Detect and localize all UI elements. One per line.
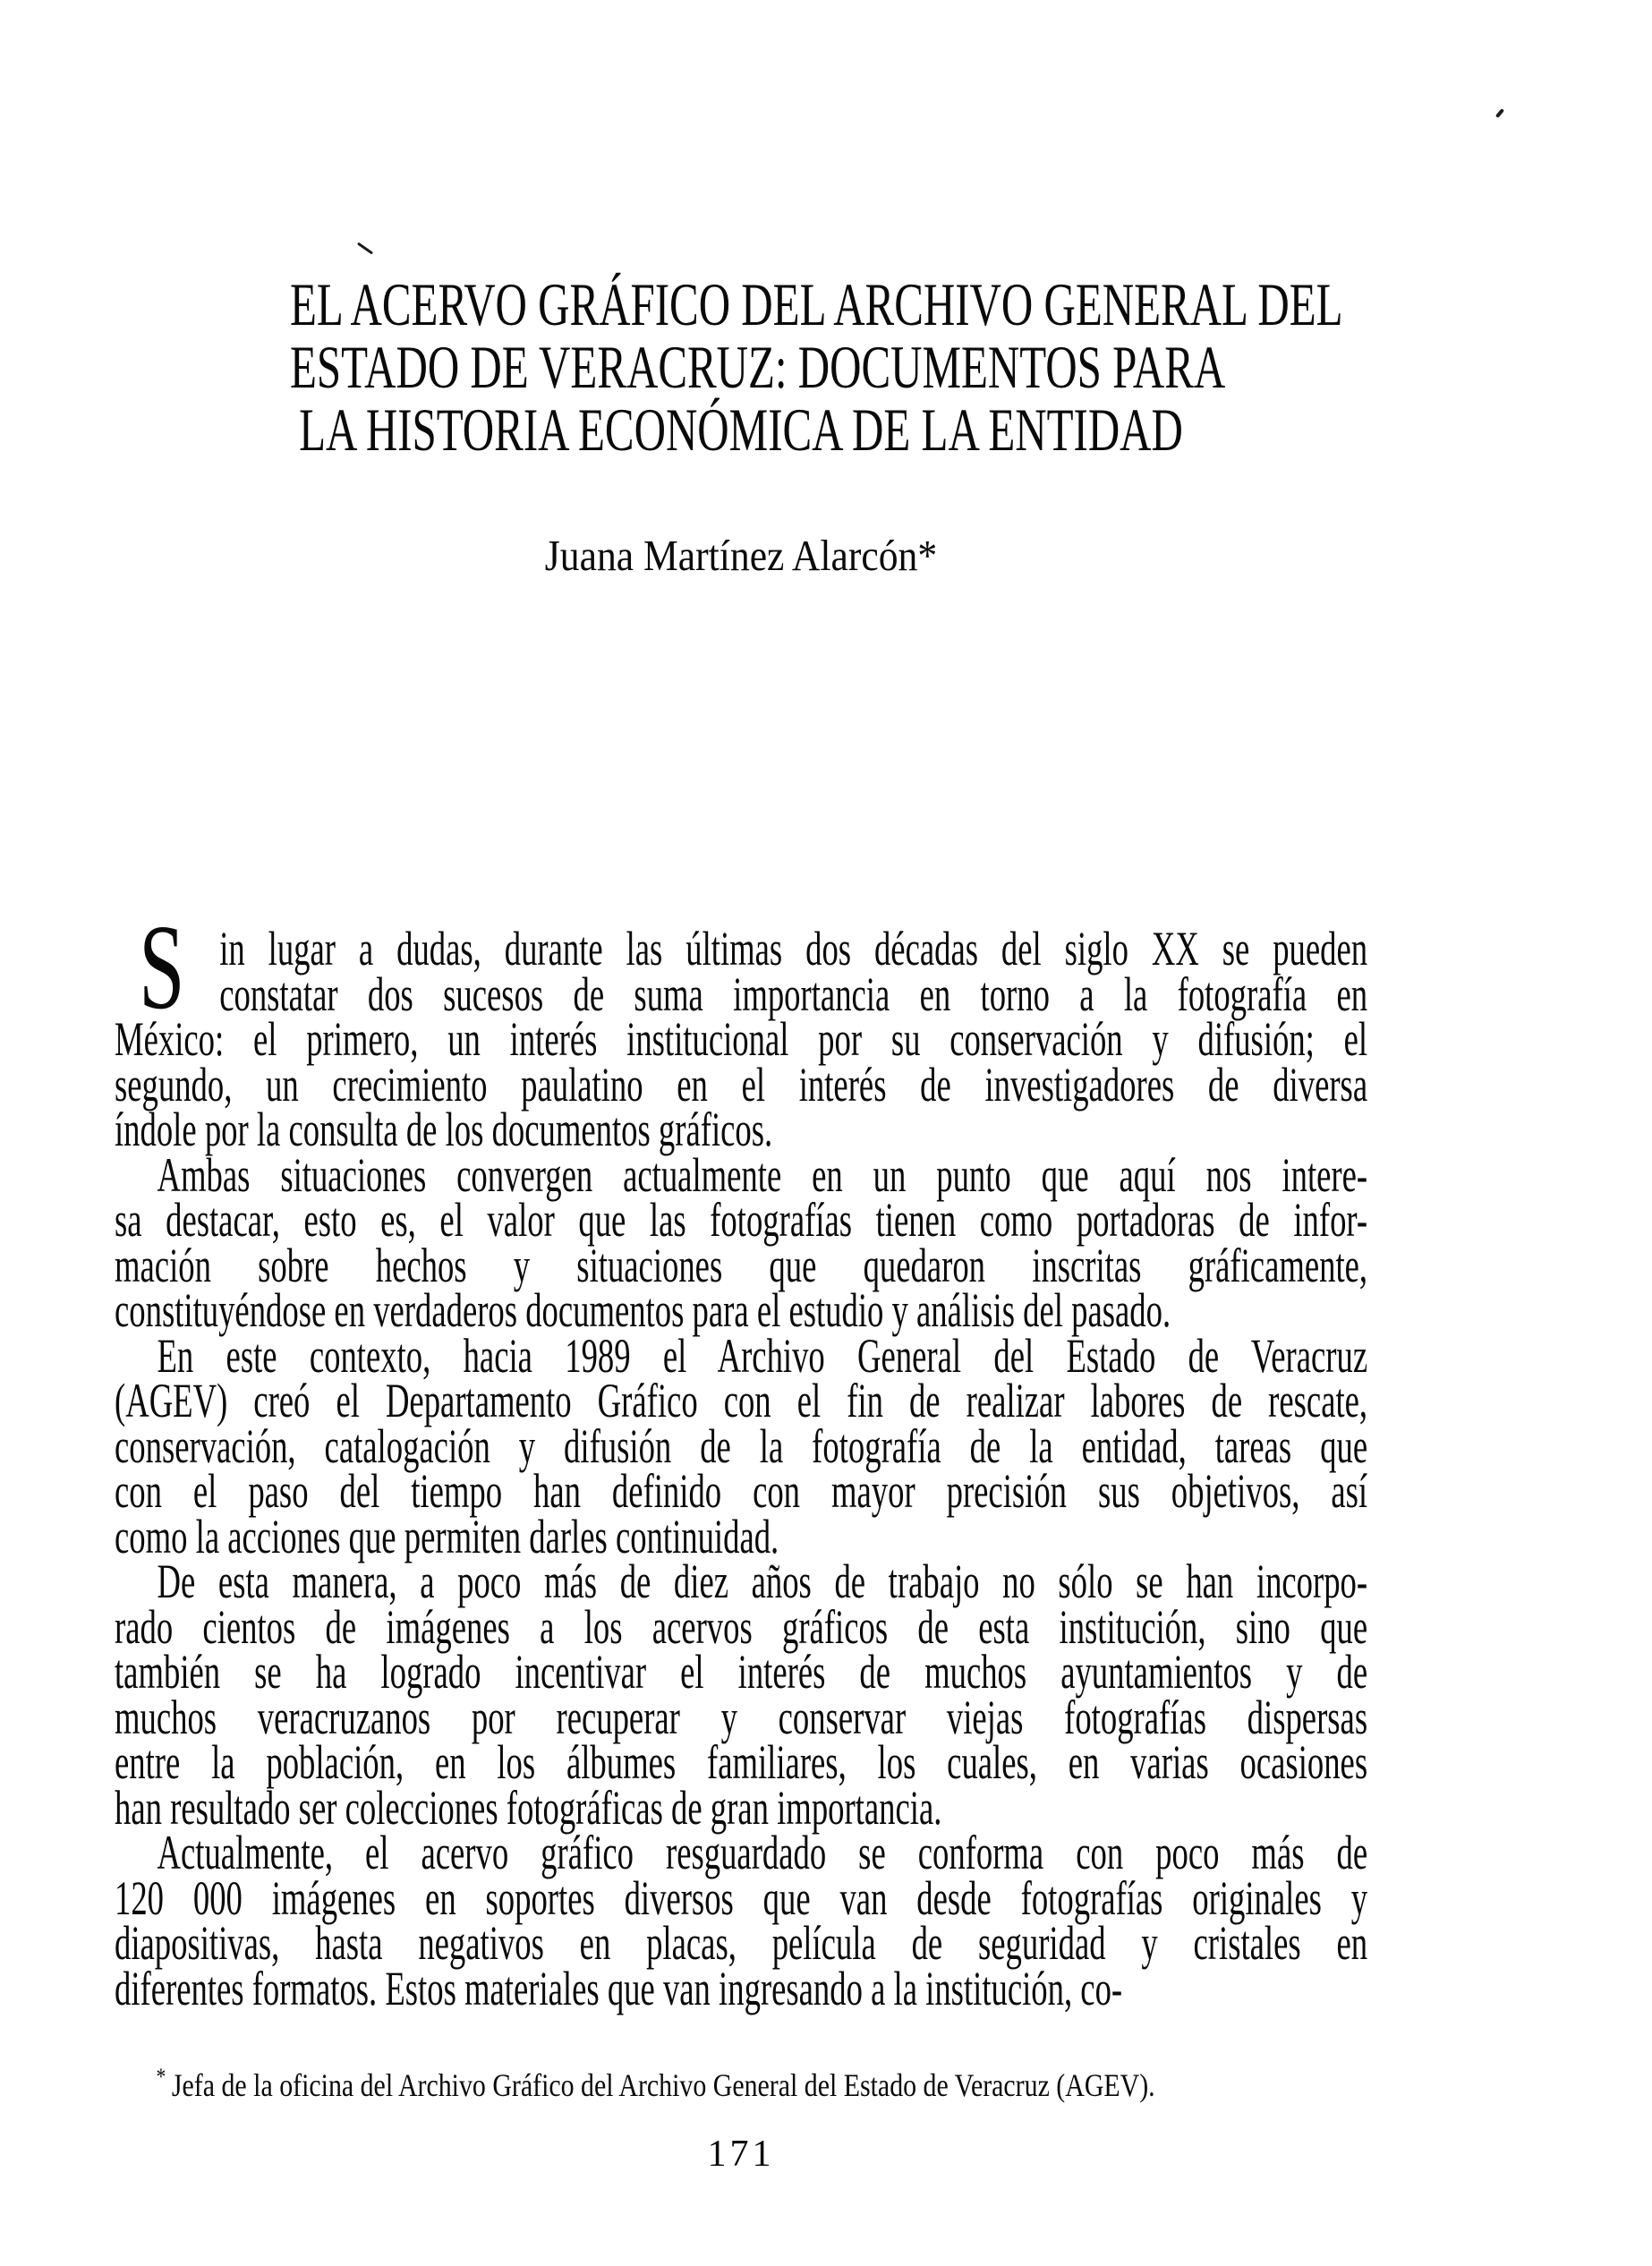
drop-cap: S xyxy=(139,900,185,1035)
text-line: mación sobre hechos y situaciones que quedaron inscritas gráficamente, xyxy=(115,1238,1368,1292)
paragraph-1 xyxy=(115,900,1368,1156)
paragraph-2 xyxy=(115,1147,1368,1337)
article-body xyxy=(115,900,1368,2015)
paragraph-5 xyxy=(115,1826,1368,2015)
text-line: diapositivas, hasta negativos en placas, película de seguridad y cristales en xyxy=(115,1916,1368,1970)
page-number: 171 xyxy=(707,2134,775,2175)
text-line: diferentes formatos. Estos materiales que van ingresando a la institución, co- xyxy=(115,1961,1123,2015)
text-line: México: el primero, un interés institucional por su conservación y difusión; el xyxy=(115,1012,1368,1066)
text-line: De esta manera, a poco más de diez años de trabajo no sólo se han incorpo- xyxy=(157,1555,1368,1608)
text-line: constatar dos sucesos de suma importancia en torno a la fotografía en xyxy=(219,967,1368,1021)
article-title xyxy=(289,270,1343,464)
text-line: índole por la consulta de los documentos gráficos. xyxy=(115,1103,773,1156)
text-line: conservación, catalogación y difusión de la fotografía de la entidad, tareas que xyxy=(115,1418,1368,1473)
text-line: constituyéndose en verdaderos documentos para el estudio y análisis del pasado. xyxy=(115,1283,1171,1337)
text-line: Actualmente, el acervo gráfico resguardado se conforma con poco más de xyxy=(157,1826,1368,1879)
paragraph-5-lines xyxy=(115,1826,1368,2015)
text-line: también se ha logrado incentivar el interés de muchos ayuntamientos y de xyxy=(115,1645,1368,1699)
text-line: sa destacar, esto es, el valor que las fotografías tienen como portadoras de infor- xyxy=(115,1193,1368,1247)
text-line: En este contexto, hacia 1989 el Archivo General del Estado de Veracruz xyxy=(157,1328,1368,1383)
text-line: (AGEV) creó el Departamento Gráfico con el fin de realizar labores de rescate, xyxy=(115,1374,1368,1427)
paragraph-4-lines xyxy=(115,1555,1368,1835)
text-line: con el paso del tiempo han definido con mayor precisión sus objetivos, así xyxy=(115,1464,1368,1518)
author-name: Juana Martínez Alarcón* xyxy=(544,531,938,580)
footnote xyxy=(115,2057,1646,2105)
scan-artifact xyxy=(357,243,373,255)
paragraph-4 xyxy=(115,1555,1368,1835)
text-line: in lugar a dudas, durante las últimas dos décadas del siglo XX se pueden xyxy=(219,922,1368,975)
footnote-text: Jefa de la oficina del Archivo Gráfico del Archivo General del Estado de Veracruz (AGEV). xyxy=(171,2067,1155,2103)
text-line: muchos veracruzanos por recuperar y conservar viejas fotografías dispersas xyxy=(115,1690,1368,1744)
text-line: Ambas situaciones convergen actualmente en un punto que aquí nos intere- xyxy=(157,1147,1368,1202)
text-line: ESTADO DE VERACRUZ: DOCUMENTOS PARA xyxy=(289,333,1226,401)
text-line: entre la población, en los álbumes familiares, los cuales, en varias ocasiones xyxy=(115,1735,1368,1789)
text-line: segundo, un crecimiento paulatino en el interés de investigadores de diversa xyxy=(115,1057,1368,1112)
paragraph-3-lines xyxy=(115,1328,1368,1563)
footnote-marker: * xyxy=(156,2064,166,2090)
text-line: han resultado ser colecciones fotográficas de gran importancia. xyxy=(115,1780,942,1835)
scan-artifact xyxy=(1495,108,1504,118)
paragraph-3 xyxy=(115,1328,1368,1563)
paragraph-1-lines xyxy=(115,900,1368,1156)
text-line: 120 000 imágenes en soportes diversos que van desde fotografías originales y xyxy=(115,1870,1368,1925)
text-line: rado cientos de imágenes a los acervos gráficos de esta institución, sino que xyxy=(115,1599,1368,1654)
text-line: LA HISTORIA ECONÓMICA DE LA ENTIDAD xyxy=(299,396,1183,464)
text-line: EL ACERVO GRÁFICO DEL ARCHIVO GENERAL DEL xyxy=(289,270,1343,338)
paragraph-2-lines xyxy=(115,1147,1368,1337)
text-line: como la acciones que permiten darles continuidad. xyxy=(115,1509,779,1563)
